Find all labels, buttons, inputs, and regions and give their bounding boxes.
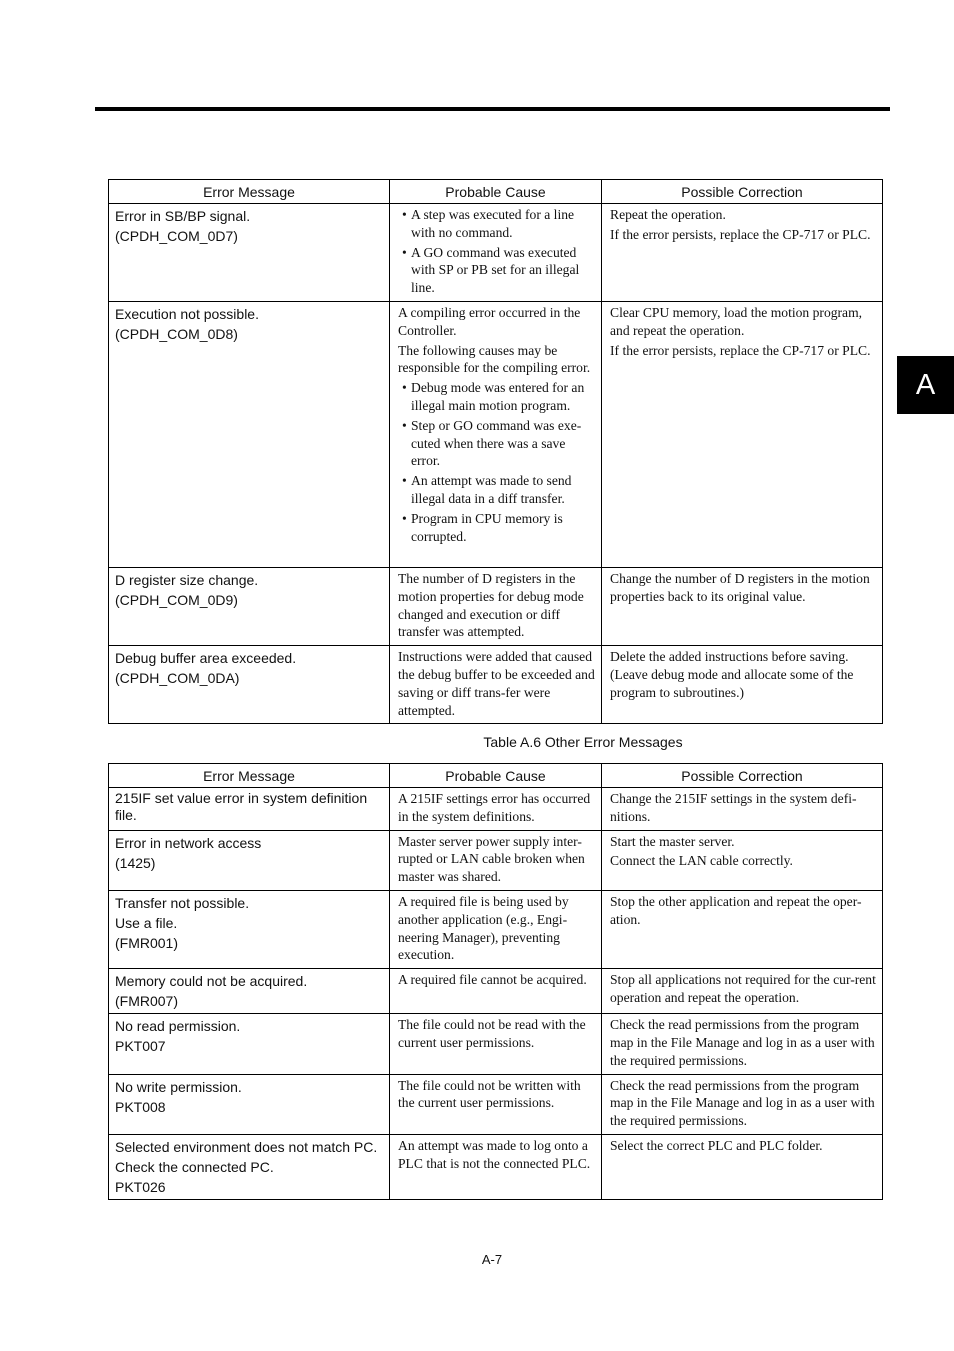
- header-error-message: Error Message: [109, 180, 390, 204]
- table-row: [109, 204, 883, 302]
- table-row: [109, 302, 883, 568]
- correction-text: Change the 215IF settings in the system defi-nitions.: [610, 791, 857, 824]
- possible-correction-cell: [602, 1014, 883, 1074]
- probable-cause-cell: [390, 1014, 602, 1074]
- error-code-line: PKT007: [115, 1038, 166, 1055]
- correction-text: Start the master server.: [610, 833, 735, 849]
- error-message-line: Execution not possible.: [115, 306, 259, 322]
- page-number-text: A-7: [481, 1252, 503, 1267]
- error-message-cell: [109, 788, 390, 831]
- possible-correction-cell: [602, 890, 883, 968]
- probable-cause-cell: [390, 302, 602, 568]
- correction-text: Clear CPU memory, load the motion program, and repeat the operation.: [610, 305, 863, 338]
- error-message-line: Debug buffer area exceeded.: [115, 650, 297, 667]
- header-probable-cause: Probable Cause: [390, 764, 602, 788]
- error-message-cell: [109, 646, 390, 724]
- error-message-line: 215IF set value error in system definition file.: [115, 790, 368, 823]
- header-probable-cause: Probable Cause: [390, 180, 602, 204]
- error-message-cell: [109, 830, 390, 890]
- error-code-line: PKT026: [115, 1178, 166, 1195]
- correction-text: If the error persists, replace the CP-717 or PLC.: [610, 226, 871, 242]
- error-message-cell: [109, 1074, 390, 1134]
- table-row: [109, 568, 883, 646]
- possible-correction-cell: [602, 1074, 883, 1134]
- cause-text: A 215IF settings error has occurred in the system definitions.: [398, 791, 591, 824]
- probable-cause-cell: [390, 568, 602, 646]
- correction-text: Check the read permissions from the program map in the File Manage and log in as a user with the required permissions.: [610, 1017, 875, 1068]
- cause-text: The following causes may be responsible for the compiling error.: [398, 342, 591, 376]
- error-message-line: Error in network access: [115, 834, 262, 851]
- correction-text: Connect the LAN cable correctly.: [610, 853, 793, 869]
- possible-correction-cell: [602, 646, 883, 724]
- header-possible-correction: Possible Correction: [602, 764, 883, 788]
- table-row: [109, 830, 883, 890]
- error-code-line: (FMR001): [115, 934, 179, 951]
- error-message-line: No write permission.: [115, 1078, 242, 1095]
- cause-text: Master server power supply inter-rupted or LAN cable broken when master was shared.: [398, 833, 585, 885]
- cause-text: The file could not be written with the current user permissions.: [398, 1077, 581, 1111]
- error-message-line: Memory could not be acquired.: [115, 973, 308, 990]
- correction-text: Stop the other application and repeat the oper-ation.: [610, 893, 862, 927]
- cause-text: A compiling error occurred in the Controller.: [398, 305, 581, 338]
- probable-cause-cell: [390, 204, 602, 302]
- cause-text: A required file is being used by another application (e.g., Engi-neering Manager), preventing execution.: [398, 893, 569, 963]
- correction-text: Stop all applications not required for the cur-rent operation and repeat the operation.: [610, 972, 876, 1005]
- header-rule: [95, 107, 890, 111]
- cause-text: Instructions were added that caused the debug buffer to be exceeded and saving or diff trans-fer were attempted.: [398, 649, 595, 718]
- error-code-line: (CPDH_COM_0DA): [115, 670, 240, 687]
- possible-correction-cell: [602, 204, 883, 302]
- probable-cause-cell: [390, 646, 602, 724]
- appendix-tab: [897, 356, 954, 414]
- probable-cause-cell: [390, 830, 602, 890]
- page-number: [0, 1252, 954, 1267]
- possible-correction-cell: [602, 302, 883, 568]
- table-row: [109, 646, 883, 724]
- error-code-line: (CPDH_COM_0D8): [115, 326, 238, 342]
- probable-cause-cell: [390, 969, 602, 1014]
- correction-text: Delete the added instructions before saving. (Leave debug mode and allocate some of the program to subroutines.): [610, 649, 854, 700]
- cause-text: A required file cannot be acquired.: [398, 972, 587, 988]
- table-row: [109, 890, 883, 968]
- cause-text: The file could not be read with the current user permissions.: [398, 1017, 586, 1050]
- error-message-line: Selected environment does not match PC.: [115, 1138, 378, 1155]
- correction-text: Select the correct PLC and PLC folder.: [610, 1137, 823, 1153]
- error-message-line: D register size change.: [115, 572, 259, 588]
- possible-correction-cell: [602, 969, 883, 1014]
- error-code-line: (1425): [115, 854, 156, 871]
- header-possible-correction: Possible Correction: [602, 180, 883, 204]
- error-code-line: (FMR007): [115, 993, 179, 1010]
- probable-cause-cell: [390, 788, 602, 831]
- table-header-row: [109, 180, 883, 204]
- table-row: [109, 788, 883, 831]
- error-message-cell: [109, 969, 390, 1014]
- table-caption-text: Table A.6 Other Error Messages: [483, 734, 683, 750]
- error-message-line: Error in SB/BP signal.: [115, 208, 251, 224]
- table-header-row: [109, 764, 883, 788]
- cause-text: The number of D registers in the motion properties for debug mode changed and execution or diff transfer was attempted.: [398, 571, 584, 640]
- error-message-line: Transfer not possible.: [115, 894, 250, 911]
- error-table-2: [108, 763, 883, 1200]
- possible-correction-cell: [602, 568, 883, 646]
- probable-cause-cell: [390, 890, 602, 968]
- error-message-line: No read permission.: [115, 1018, 241, 1035]
- error-message-cell: [109, 890, 390, 968]
- error-table-1: [108, 179, 883, 724]
- error-message-line: Use a file.: [115, 914, 178, 931]
- cause-bullet: • Debug mode was entered for an illegal main motion program.: [398, 379, 597, 415]
- cause-bullet: • Program in CPU memory is corrupted.: [398, 510, 597, 546]
- error-message-cell: [109, 1014, 390, 1074]
- error-code-line: (CPDH_COM_0D7): [115, 228, 238, 244]
- table-row: [109, 1134, 883, 1199]
- table-row: [109, 969, 883, 1014]
- table-caption: [0, 734, 954, 750]
- error-message-cell: [109, 302, 390, 568]
- cause-bullet: • A step was executed for a line with no command.: [398, 206, 597, 242]
- header-error-message: Error Message: [109, 764, 390, 788]
- error-message-cell: [109, 1134, 390, 1199]
- possible-correction-cell: [602, 788, 883, 831]
- correction-text: If the error persists, replace the CP-717 or PLC.: [610, 342, 871, 358]
- correction-text: Repeat the operation.: [610, 207, 726, 222]
- cause-bullet: • Step or GO command was exe-cuted when there was a save error.: [398, 417, 597, 470]
- error-message-cell: [109, 204, 390, 302]
- table-row: [109, 1074, 883, 1134]
- error-message-line: Check the connected PC.: [115, 1158, 274, 1175]
- possible-correction-cell: [602, 1134, 883, 1199]
- cause-bullet: • An attempt was made to send illegal data in a diff transfer.: [398, 472, 597, 508]
- cause-text: An attempt was made to log onto a PLC that is not the connected PLC.: [398, 1137, 591, 1171]
- probable-cause-cell: [390, 1074, 602, 1134]
- correction-text: Check the read permissions from the program map in the File Manage and log in as a user with the required permissions.: [610, 1077, 875, 1129]
- probable-cause-cell: [390, 1134, 602, 1199]
- error-code-line: PKT008: [115, 1098, 166, 1115]
- appendix-tab-label: A: [915, 368, 936, 401]
- cause-bullet: • A GO command was executed with SP or PB set for an illegal line.: [398, 244, 597, 297]
- correction-text: Change the number of D registers in the motion properties back to its original value.: [610, 571, 870, 604]
- error-message-cell: [109, 568, 390, 646]
- error-code-line: (CPDH_COM_0D9): [115, 592, 238, 608]
- table-row: [109, 1014, 883, 1074]
- possible-correction-cell: [602, 830, 883, 890]
